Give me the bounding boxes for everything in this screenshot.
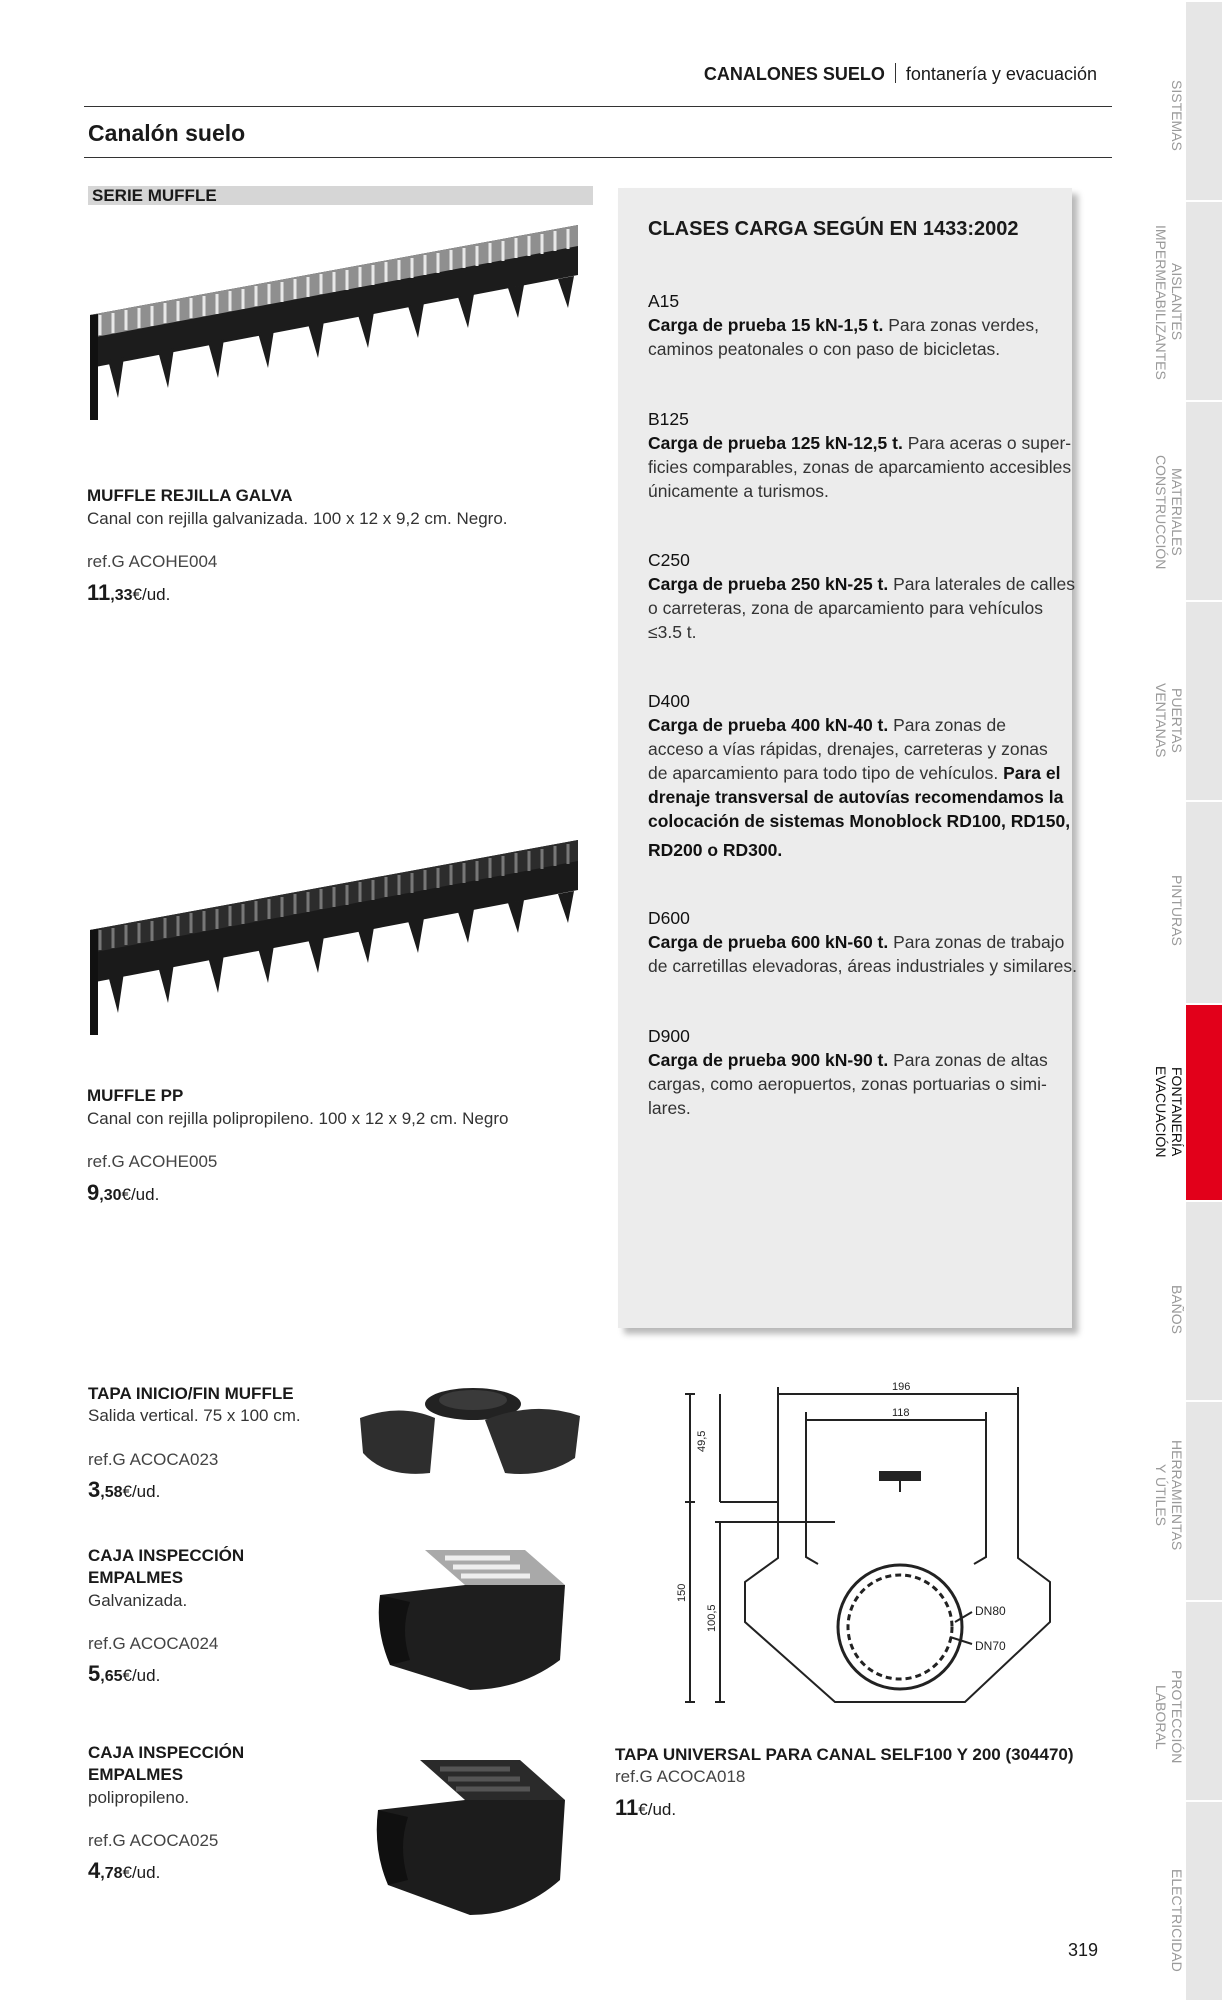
product-name-tapa-inicio-fin: TAPA INICIO/FIN MUFFLE [88,1384,294,1403]
tab-label-materiales: MATERIALES CONSTRUCCIÓN [1153,454,1185,570]
label-dn70: DN70 [975,1639,1006,1653]
header-section: CANALONES SUELO [703,64,885,84]
product-desc-caja-pp: polipropileno. [88,1788,190,1807]
class-load: Carga de prueba 15 kN-1,5 t. [648,315,884,335]
class-b125 [648,407,1078,503]
product-name-caja-pp [88,1742,244,1786]
product-desc-caja-galva: Galvanizada. [88,1591,188,1610]
price-integer: 11 [87,580,111,605]
caja-pp-image [370,1755,570,1930]
dim-118: 118 [892,1407,910,1419]
label-dn80: DN80 [975,1604,1006,1618]
tab-sistemas[interactable] [1186,0,1222,198]
price-decimals: ,78 [100,1865,123,1882]
class-text: acceso a vías rápidas, drenajes, carreteras y zonas [648,739,1048,759]
product-price-caja-pp [88,1858,160,1884]
class-code: B125 [648,409,689,429]
price-unit: €/ud. [132,585,171,604]
tab-label-proteccion: PROTECCIÓN LABORAL [1153,1670,1185,1764]
class-c250 [648,548,1078,644]
tab-herramientas[interactable] [1186,1400,1222,1598]
class-text: de carretillas elevadoras, áreas industriales y similares. [648,956,1077,976]
series-label: SERIE MUFFLE [88,186,593,205]
product-ref-tapa-inicio-fin: ref.G ACOCA023 [88,1450,219,1469]
class-text: Para laterales de calles [888,574,1076,594]
class-text: Para aceras o super- [902,433,1072,453]
class-code: C250 [648,550,690,570]
product-ref-tapa-universal: ref.G ACOCA018 [615,1767,746,1786]
product-price-tapa-universal [615,1795,676,1821]
product-ref-muffle-galva: ref.G ACOHE004 [87,552,218,571]
class-text-bold: RD200 o RD300. [648,840,783,860]
tab-puertas[interactable] [1186,600,1222,798]
tab-label-sistemas: SISTEMAS [1169,79,1185,151]
product-name-line: CAJA INSPECCIÓN [88,1546,245,1565]
tab-label-pinturas: PINTURAS [1169,874,1185,946]
tab-materiales[interactable] [1186,400,1222,598]
class-text: únicamente a turismos. [648,481,829,501]
product-price-muffle-pp [87,1180,159,1206]
price-decimals: ,30 [99,1187,122,1204]
class-text: Para zonas verdes, [883,315,1040,335]
class-text: de aparcamiento para todo tipo de vehículos. [648,763,1004,783]
product-price-tapa-inicio-fin [88,1477,160,1503]
price-unit: €/ud. [122,1666,161,1685]
product-ref-caja-galva: ref.G ACOCA024 [88,1634,219,1653]
muffle-galva-image [88,220,588,450]
class-text-bold: colocación de sistemas Monoblock RD100, RD150, [648,811,1071,831]
title-rule [84,157,1112,158]
class-code: A15 [648,291,680,311]
load-classes-box [618,188,1077,1328]
class-text: cargas, como aeropuertos, zonas portuarias o simi- [648,1074,1047,1094]
price-unit: €/ud. [121,1185,160,1204]
product-desc-tapa-inicio-fin: Salida vertical. 75 x 100 cm. [88,1406,301,1425]
dim-196: 196 [892,1381,911,1393]
price-decimals: ,58 [100,1484,123,1501]
class-text: o carreteras, zona de aparcamiento para vehículos [648,598,1043,618]
class-d600 [648,906,1078,978]
product-name-line: EMPALMES [88,1765,184,1784]
class-text: ≤3.5 t. [648,622,697,642]
price-unit: €/ud. [638,1800,677,1819]
class-text: caminos peatonales o con paso de bicicletas. [648,339,1001,359]
price-integer: 3 [88,1477,101,1502]
class-text: Para zonas de trabajo [888,932,1065,952]
caja-galva-image [370,1540,570,1710]
class-text-bold: drenaje transversal de autovías recomendamos la [648,787,1064,807]
class-text: Para zonas de [888,715,1006,735]
class-text-bold: Para el [1003,763,1061,783]
tab-proteccion[interactable] [1186,1600,1222,1798]
price-integer: 4 [88,1858,101,1883]
tapa-inicio-fin-image [355,1378,595,1488]
page-header [704,63,1097,85]
price-integer: 11 [615,1795,639,1820]
price-integer: 5 [88,1661,101,1686]
tab-banos[interactable] [1186,1200,1222,1398]
load-classes-title: CLASES CARGA SEGÚN EN 1433:2002 [648,218,1019,240]
class-d400 [648,689,1078,862]
class-load: Carga de prueba 600 kN-60 t. [648,932,889,952]
product-desc-muffle-pp: Canal con rejilla polipropileno. 100 x 12 x 9,2 cm. Negro [87,1109,509,1128]
product-ref-caja-pp: ref.G ACOCA025 [88,1831,219,1850]
tab-aislantes[interactable] [1186,200,1222,398]
class-load: Carga de prueba 125 kN-12,5 t. [648,433,903,453]
class-code: D600 [648,908,690,928]
header-rule [84,106,1112,107]
product-price-caja-galva [88,1661,160,1687]
header-separator [895,63,896,83]
muffle-pp-image [88,835,588,1065]
product-name-tapa-universal: TAPA UNIVERSAL PARA CANAL SELF100 Y 200 (304470) [615,1745,1074,1764]
tab-electricidad[interactable] [1186,1800,1222,1998]
tab-label-puertas: PUERTAS VENTANAS [1153,682,1185,758]
header-subsection: fontanería y evacuación [905,64,1097,84]
tab-label-herramientas: HERRAMIENTAS Y ÚTILES [1153,1439,1185,1551]
product-name-muffle-pp: MUFFLE PP [87,1086,184,1105]
class-load: Carga de prueba 400 kN-40 t. [648,715,889,735]
tab-fontaneria[interactable] [1186,1003,1222,1200]
tab-label-electricidad: ELECTRICIDAD [1169,1868,1185,1972]
product-name-caja-galva [88,1545,244,1589]
dim-49-5: 49,5 [696,1430,708,1452]
class-text: lares. [648,1098,691,1118]
class-d900 [648,1024,1078,1120]
product-name-line: EMPALMES [88,1568,184,1587]
product-name-muffle-galva: MUFFLE REJILLA GALVA [87,486,293,505]
product-ref-muffle-pp: ref.G ACOHE005 [87,1152,218,1171]
price-decimals: ,33 [110,587,133,604]
page-number: 319 [1068,1940,1099,1960]
product-price-muffle-galva [87,580,170,606]
price-integer: 9 [87,1180,100,1205]
class-text: ficies comparables, zonas de aparcamiento accesibles [648,457,1072,477]
class-load: Carga de prueba 250 kN-25 t. [648,574,889,594]
class-a15 [648,289,1078,361]
tapa-universal-drawing [650,1382,1050,1702]
class-code: D400 [648,691,690,711]
dim-150: 150 [676,1583,688,1602]
dim-100-5: 100,5 [706,1604,718,1632]
tab-pinturas[interactable] [1186,800,1222,998]
class-code: D900 [648,1026,690,1046]
product-desc-muffle-galva: Canal con rejilla galvanizada. 100 x 12 x 9,2 cm. Negro. [87,509,508,528]
price-decimals: ,65 [100,1668,123,1685]
class-load: Carga de prueba 900 kN-90 t. [648,1050,889,1070]
price-unit: €/ud. [122,1863,161,1882]
price-unit: €/ud. [122,1482,161,1501]
page-title: Canalón suelo [88,120,246,146]
tab-label-aislantes: AISLANTES IMPERMEABILIZANTES [1153,224,1185,380]
tab-label-banos: BAÑOS [1169,1285,1185,1335]
product-name-line: CAJA INSPECCIÓN [88,1743,245,1762]
tab-label-fontaneria: FONTANERÍA EVACUACIÓN [1153,1066,1185,1158]
class-text: Para zonas de altas [888,1050,1048,1070]
